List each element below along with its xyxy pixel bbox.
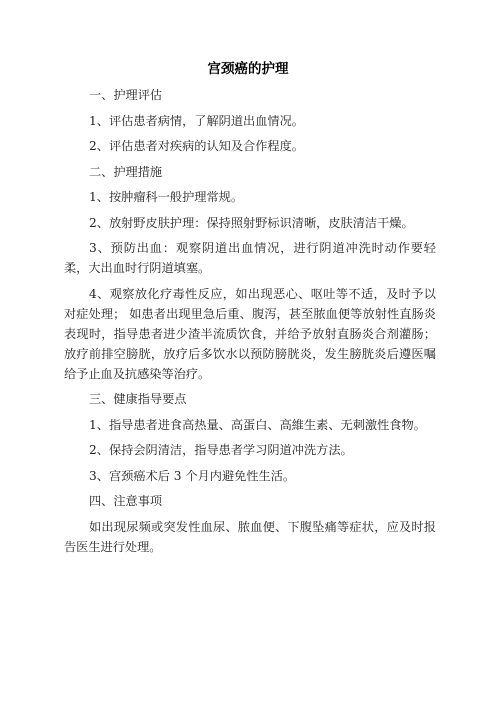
- section-heading-health-guidance: 三、健康指导要点: [89, 392, 187, 406]
- measures-item-1: 1、按肿瘤科一般护理常规。: [89, 190, 244, 204]
- section-heading-measures: 二、护理措施: [89, 164, 163, 179]
- assessment-item-2: 2、评估患者对疾病的认知及合作程度。: [89, 139, 304, 153]
- measures-item-4: 4、观察放化疗毒性反应，如出现恶心、呕吐等不适，及时予以对症处理； 如患者出现里急后重、腹泻，甚至脓血便等放射性直肠炎表现时，指导患者进少渣半流质饮食，并给予放射直肠炎合剂灌肠；放疗前排空膀胱，放疗后多饮水以预防膀胱炎，发生膀胱炎后遵医嘱给予止血及抗感染等治疗。: [64, 286, 436, 381]
- measures-item-2: 2、放射野皮肤护理：保持照射野标识清晰，皮肤清洁干燥。: [89, 215, 414, 230]
- section-heading-precautions: 四、注意事项: [89, 494, 163, 508]
- document-body: [64, 85, 436, 562]
- guidance-item-2: 2、保持会阴清洁，指导患者学习阴道冲洗方法。: [89, 443, 353, 457]
- guidance-item-1: 1、指导患者进食高热量、高蛋白、高維生素、无刺激性食物。: [89, 417, 426, 432]
- guidance-item-3: 3、宫颈癌术后 3 个月内避免性生活。: [89, 468, 296, 483]
- measures-item-3: 3、预防出血：观察阴道出血情况，进行阴道冲洗时动作要轻柔，大出血时行阴道填塞。: [64, 241, 436, 275]
- assessment-item-1: 1、评估患者病情，了解阴道出血情况。: [89, 113, 304, 128]
- document-title: 宫颈癌的护理: [207, 61, 289, 77]
- precautions-text: 如出现尿频或突发性血尿、脓血便、下腹坠痛等症状，应及时报告医生进行处理。: [64, 519, 436, 554]
- section-heading-assessment: 一、护理评估: [89, 88, 163, 102]
